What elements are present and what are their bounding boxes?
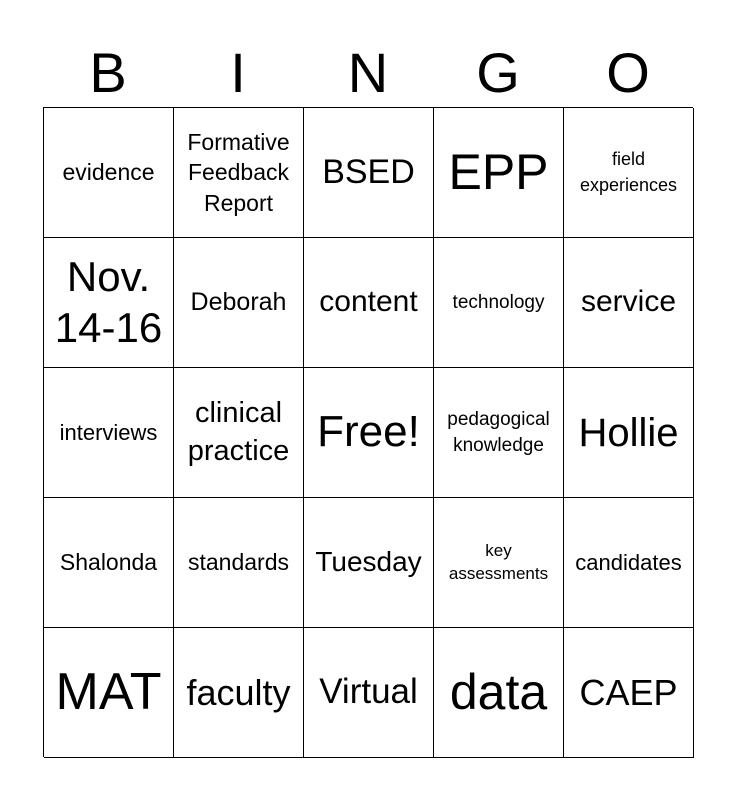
bingo-cell[interactable] — [174, 628, 304, 758]
bingo-cell[interactable] — [434, 498, 564, 628]
cell-text: standards — [187, 549, 289, 576]
bingo-cell[interactable] — [304, 108, 434, 238]
bingo-cell[interactable] — [304, 628, 434, 758]
cell-text: CAEP — [579, 671, 678, 713]
header-letter-o: O — [606, 41, 650, 104]
cell-text: key assessments — [448, 540, 549, 583]
header-letter-n: N — [347, 41, 389, 104]
cell-text: candidates — [575, 549, 682, 575]
bingo-cell[interactable] — [44, 238, 174, 368]
bingo-cell[interactable] — [434, 238, 564, 368]
bingo-cell[interactable] — [304, 238, 434, 368]
bingo-cell[interactable] — [44, 498, 174, 628]
bingo-cell[interactable] — [44, 368, 174, 498]
cell-text: Free! — [317, 407, 420, 457]
cell-text: field experiences — [579, 149, 678, 195]
bingo-cell[interactable] — [174, 498, 304, 628]
cell-text: Hollie — [578, 410, 679, 455]
cell-text: EPP — [448, 143, 549, 200]
bingo-cell[interactable] — [564, 238, 694, 368]
cell-text: service — [580, 285, 677, 319]
bingo-cell[interactable] — [434, 108, 564, 238]
cell-text: pedagogical knowledge — [447, 408, 550, 456]
cell-text: Shalonda — [59, 549, 158, 576]
bingo-cell[interactable] — [44, 108, 174, 238]
cell-text: Virtual — [319, 672, 418, 712]
header-letter-g: G — [476, 41, 520, 104]
cell-text: evidence — [62, 159, 155, 186]
cell-text: data — [449, 663, 548, 720]
bingo-cell[interactable] — [174, 108, 304, 238]
bingo-cell[interactable] — [44, 628, 174, 758]
cell-text: technology — [452, 291, 545, 313]
cell-text: content — [319, 285, 418, 319]
cell-text: Formative Feedback Report — [187, 128, 290, 216]
cell-text: interviews — [59, 419, 158, 445]
cell-text: clinical practice — [187, 396, 290, 467]
cell-text: Tuesday — [315, 546, 422, 578]
bingo-cell[interactable] — [174, 368, 304, 498]
bingo-cell[interactable] — [434, 368, 564, 498]
bingo-cell[interactable] — [304, 498, 434, 628]
bingo-cell[interactable] — [434, 628, 564, 758]
cell-text: Deborah — [190, 288, 287, 317]
cell-text: MAT — [55, 662, 162, 721]
cell-text: faculty — [186, 671, 291, 713]
header-letter-b: B — [89, 41, 127, 104]
cell-text: BSED — [322, 152, 415, 191]
bingo-cell[interactable] — [564, 628, 694, 758]
bingo-cell[interactable] — [304, 368, 434, 498]
bingo-cell[interactable] — [174, 238, 304, 368]
bingo-header — [43, 38, 693, 108]
bingo-cell[interactable] — [564, 498, 694, 628]
bingo-grid — [43, 107, 693, 757]
bingo-cell[interactable] — [564, 368, 694, 498]
bingo-cell[interactable] — [564, 108, 694, 238]
header-letter-i: I — [230, 41, 246, 104]
cell-text: Nov. 14-16 — [54, 253, 163, 351]
